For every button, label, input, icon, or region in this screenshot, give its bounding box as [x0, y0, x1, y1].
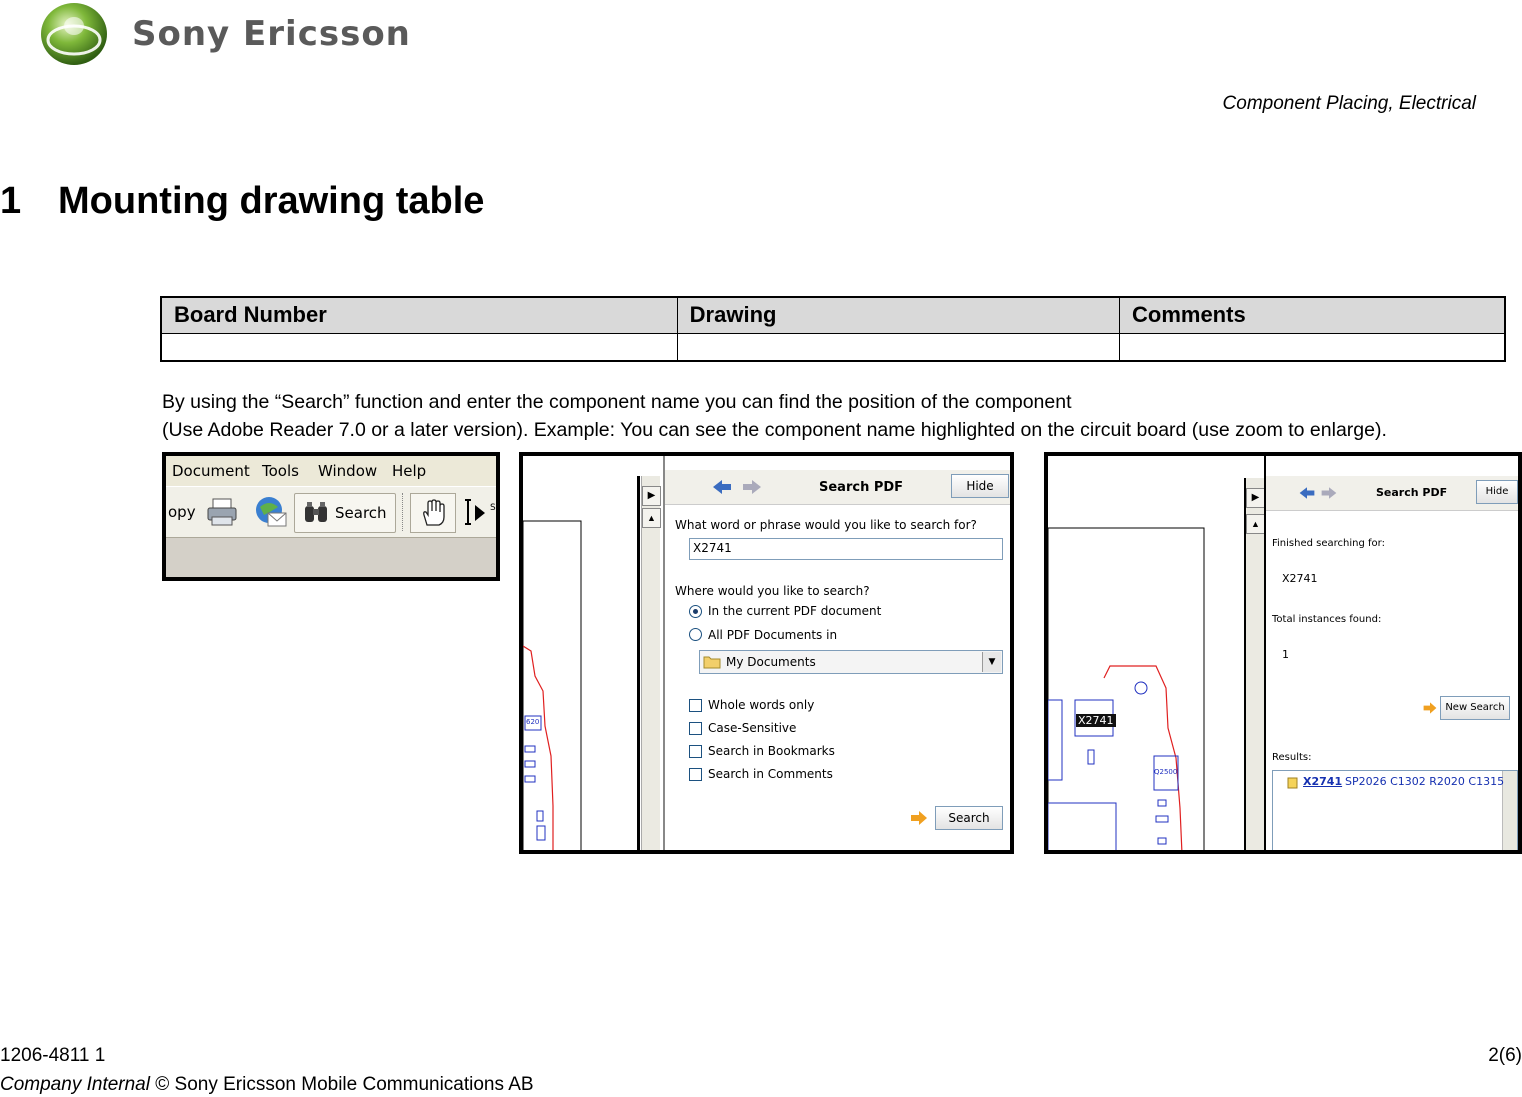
pdf-page-area — [523, 476, 640, 854]
menu-bar — [166, 458, 500, 484]
copy-button-label[interactable]: opy — [168, 503, 196, 521]
table-header-drawing: Drawing — [677, 297, 1119, 334]
back-arrow-icon[interactable] — [711, 479, 733, 495]
copyright-symbol: © — [155, 1074, 170, 1095]
search-location-label: Where would you like to search? — [675, 584, 870, 598]
total-instances-count: 1 — [1282, 648, 1289, 661]
search-comments-label: Search in Comments — [708, 767, 833, 781]
document-number: 1206-4811 1 — [0, 1045, 106, 1066]
hide-button[interactable]: Hide — [1476, 480, 1518, 504]
toolbar-cut-label: S — [490, 503, 496, 513]
results-scrollbar[interactable] — [1502, 771, 1517, 851]
instructions-line-1: By using the “Search” function and enter the component name you can find the position of the component — [162, 391, 1072, 413]
whole-words-label: Whole words only — [708, 698, 815, 712]
current-document-label: In the current PDF document — [708, 604, 882, 618]
finished-search-term: X2741 — [1282, 572, 1318, 585]
table-header-board-number: Board Number — [161, 297, 677, 334]
folder-select[interactable] — [699, 650, 1003, 674]
menu-item-document[interactable]: Document — [172, 462, 250, 480]
folder-select-value: My Documents — [726, 655, 816, 669]
case-sensitive-checkbox[interactable] — [689, 722, 702, 735]
section-heading — [0, 180, 484, 223]
result-context: SP2026 C1302 R2020 C1315 — [1345, 775, 1505, 788]
company-logo — [40, 0, 110, 66]
table-cell — [677, 334, 1119, 362]
forward-arrow-icon[interactable] — [1320, 485, 1338, 501]
search-panel-title: Search PDF — [819, 480, 904, 495]
current-document-radio[interactable] — [689, 605, 702, 618]
search-results-panel — [1264, 456, 1522, 854]
search-panel-title: Search PDF — [1376, 486, 1448, 499]
menu-item-window[interactable]: Window — [318, 462, 378, 480]
hand-tool-button[interactable] — [410, 493, 456, 533]
menu-item-help[interactable]: Help — [392, 462, 427, 480]
select-text-icon[interactable] — [462, 497, 488, 527]
section-title: Mounting drawing table — [58, 180, 485, 222]
search-button[interactable]: Search — [935, 806, 1003, 830]
go-arrow-icon — [909, 810, 929, 826]
toolbar-screenshot — [162, 452, 500, 581]
total-instances-label: Total instances found: — [1272, 614, 1382, 625]
search-panel — [663, 456, 1014, 854]
email-icon[interactable] — [254, 495, 288, 529]
result-highlight: X2741 — [1303, 775, 1343, 788]
chevron-down-icon[interactable]: ▼ — [982, 652, 1001, 672]
table-row — [161, 334, 1505, 362]
result-document-icon — [1287, 777, 1299, 789]
circuit-board-drawing — [523, 476, 637, 854]
all-documents-label: All PDF Documents in — [708, 628, 838, 642]
hand-icon — [420, 499, 446, 527]
search-term-input[interactable]: X2741 — [689, 538, 1003, 560]
search-question-label: What word or phrase would you like to search for? — [675, 518, 977, 532]
mounting-drawing-table — [160, 296, 1506, 362]
back-arrow-icon[interactable] — [1298, 485, 1316, 501]
results-list[interactable] — [1272, 770, 1518, 854]
finished-searching-label: Finished searching for: — [1272, 538, 1385, 549]
circuit-board-drawing — [1048, 478, 1244, 854]
search-results-screenshot — [1044, 452, 1522, 854]
toolbar — [166, 486, 500, 538]
copyright-notice — [0, 1074, 534, 1096]
logo-sphere-icon — [40, 0, 110, 66]
search-panel-header — [1266, 476, 1522, 511]
search-bookmarks-label: Search in Bookmarks — [708, 744, 835, 758]
copyright-owner: Sony Ericsson Mobile Communications AB — [174, 1074, 534, 1095]
search-toolbar-label: Search — [335, 504, 387, 522]
scroll-right-button[interactable]: ▶ — [1246, 488, 1265, 508]
folder-icon — [703, 654, 721, 669]
page-scrollbar[interactable] — [1246, 478, 1264, 854]
results-label: Results: — [1272, 752, 1312, 763]
search-toolbar-button[interactable] — [294, 493, 396, 533]
scroll-up-button[interactable]: ▲ — [1246, 514, 1265, 534]
section-number: 1 — [0, 180, 22, 222]
classification: Company Internal — [0, 1074, 150, 1095]
hide-button[interactable]: Hide — [951, 474, 1009, 498]
print-icon[interactable] — [206, 497, 238, 527]
binoculars-icon — [303, 502, 329, 524]
table-cell — [161, 334, 677, 362]
document-title: Component Placing, Electrical — [1222, 93, 1476, 114]
table-cell — [1120, 334, 1506, 362]
all-documents-radio[interactable] — [689, 628, 702, 641]
search-comments-checkbox[interactable] — [689, 768, 702, 781]
board-component-label: Q2500 — [1154, 768, 1178, 776]
search-pdf-screenshot — [519, 452, 1014, 854]
new-search-button[interactable]: New Search — [1440, 696, 1510, 720]
page-scrollbar[interactable] — [641, 476, 660, 854]
case-sensitive-label: Case-Sensitive — [708, 721, 797, 735]
company-logo-text: Sony Ericsson — [132, 14, 411, 54]
instructions-paragraph — [162, 388, 1512, 452]
pdf-page-area — [1048, 478, 1246, 854]
whole-words-checkbox[interactable] — [689, 699, 702, 712]
scroll-up-button[interactable]: ▲ — [642, 508, 661, 528]
search-panel-header — [665, 470, 1014, 505]
search-bookmarks-checkbox[interactable] — [689, 745, 702, 758]
table-header-comments: Comments — [1120, 297, 1506, 334]
board-highlight-label: X2741 — [1078, 714, 1114, 727]
document-area — [166, 538, 500, 581]
go-arrow-icon — [1422, 700, 1438, 716]
page-number: 2(6) — [1488, 1045, 1522, 1066]
toolbar-separator — [402, 493, 405, 531]
instructions-line-2: (Use Adobe Reader 7.0 or a later version). Example: You can see the component name highlighted on the circuit board (use zoom to enlarge). — [162, 419, 1387, 441]
scroll-right-button[interactable]: ▶ — [642, 486, 661, 506]
forward-arrow-icon[interactable] — [741, 479, 763, 495]
board-component-label: 620 — [526, 718, 540, 726]
menu-item-tools[interactable]: Tools — [262, 462, 299, 480]
